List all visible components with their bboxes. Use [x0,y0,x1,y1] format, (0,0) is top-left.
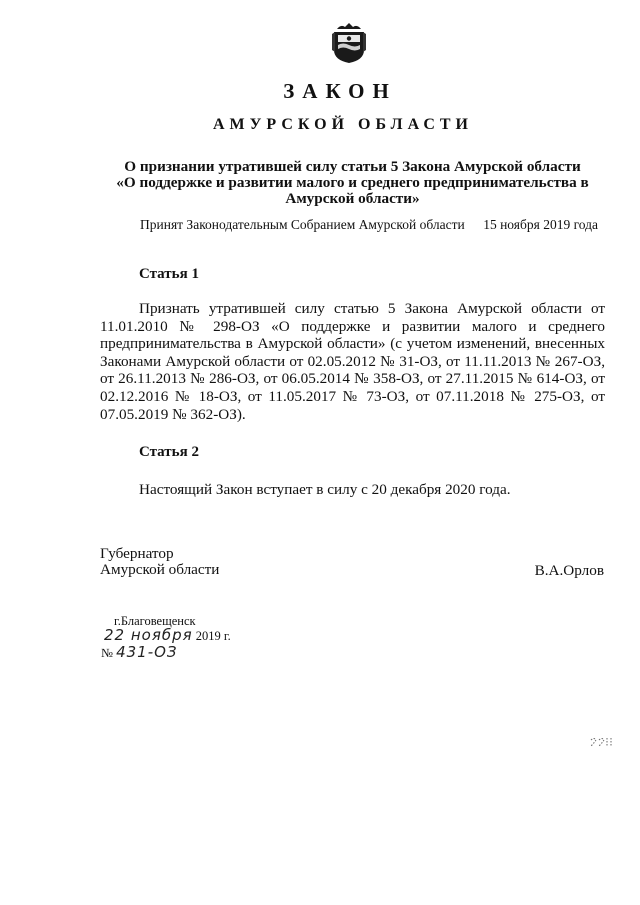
signing-year: 2019 г. [195,629,231,643]
article-2-text: Настоящий Закон вступает в силу с 20 декабря 2020 года. [139,481,511,498]
article-1-heading: Статья 1 [139,266,199,282]
signer-name: В.А.Орлов [534,562,604,579]
handwritten-date: 22 ноября [104,626,193,644]
law-title-line: Амурской области» [285,190,420,207]
article-2-heading: Статья 2 [139,444,199,460]
law-title-line: «О поддержке и развитии малого и среднего предпринимательства в [116,174,589,191]
adoption-date: 15 ноября 2019 года [483,217,598,232]
handwritten-number: 431-ОЗ [116,643,178,661]
law-number [101,643,178,661]
document-type-heading: ЗАКОН [283,79,397,103]
amur-region-coat-of-arms-icon [332,20,366,64]
signing-place: г.Благовещенск [114,614,196,628]
article-1-text: Признать утратившей силу статью 5 Закона Амурской области от 11.01.2010 № 298-ОЗ «О поддержке и развитии малого и среднего предпринимательства в Амурской области» (с учетом изменений, внесенных Законами Амурской области от 02.05.2012 № 31-ОЗ, от 11.11.2013 № 267-ОЗ, от 26.11.2013 № 286-ОЗ, от 06.05.2014 № 358-ОЗ, от 27.11.2015 № 614-ОЗ, от 02.12.2016 № 18-ОЗ, от 11.05.2017 № 73-ОЗ, от 07.11.2018 № 275-ОЗ, от 07.05.2019 № 362-ОЗ). [100,300,605,423]
number-sign: № [101,646,113,660]
law-title-line: О признании утратившей силу статьи 5 Закона Амурской области [124,158,581,175]
adoption-statement: Принят Законодательным Собранием Амурской области [140,217,465,232]
signing-date [104,626,231,644]
law-title [100,159,605,207]
region-heading: АМУРСКОЙ ОБЛАСТИ [213,116,473,133]
scan-artifact-mark [589,736,615,750]
signer-position: Губернатор Амурской области [100,545,220,578]
